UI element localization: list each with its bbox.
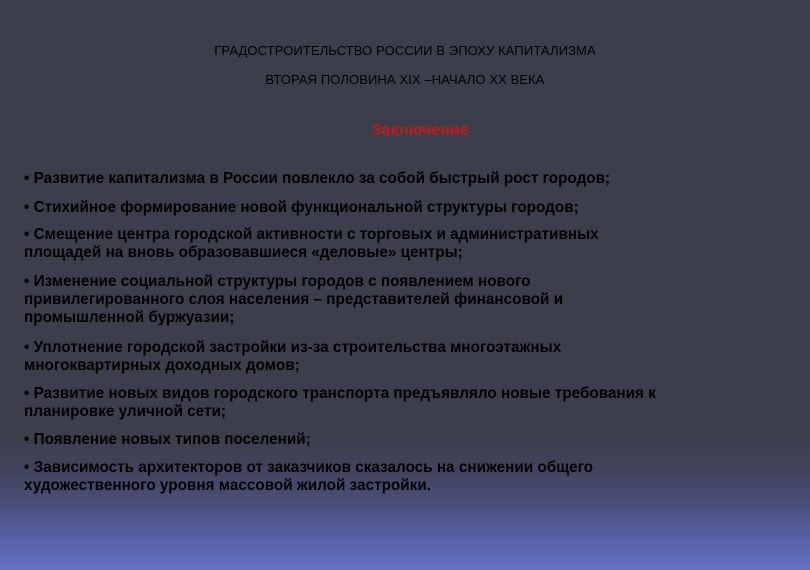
bullet-item bbox=[24, 226, 599, 262]
bullet-line: • Развитие новых видов городского транспорта предъявляло новые требования к bbox=[24, 385, 656, 402]
bullet-line: • Уплотнение городской застройки из-за строительства многоэтажных bbox=[24, 339, 562, 356]
bullet-item bbox=[24, 273, 563, 327]
slide-title: ГРАДОСТРОИТЕЛЬСТВО РОССИИ В ЭПОХУ КАПИТАЛИЗМА bbox=[214, 43, 596, 58]
bullet-line: площадей на вновь образовавшиеся «деловые» центры; bbox=[24, 244, 463, 261]
bullet-item bbox=[24, 459, 593, 495]
bullet-item bbox=[24, 385, 656, 421]
bullet-item bbox=[24, 339, 561, 375]
bullet-line: привилегированного слоя населения – представителей финансовой и bbox=[24, 291, 564, 308]
bullet-line: • Зависимость архитекторов от заказчиков сказалось на снижении общего bbox=[24, 459, 594, 476]
bullet-line: • Появление новых типов поселений; bbox=[24, 431, 311, 448]
section-heading: Заключение bbox=[371, 122, 469, 139]
bullet-line: планировке уличной сети; bbox=[24, 403, 226, 420]
bullet-line: • Изменение социальной структуры городов с появлением нового bbox=[24, 273, 531, 290]
bullet-line: • Стихийное формирование новой функциональной структуры городов; bbox=[24, 199, 579, 216]
bullet-line: многоквартирных доходных домов; bbox=[24, 357, 300, 374]
bullet-item bbox=[24, 431, 311, 449]
slide-subtitle: ВТОРАЯ ПОЛОВИНА XIX –НАЧАЛО XX ВЕКА bbox=[265, 72, 545, 87]
bullet-item bbox=[24, 170, 610, 188]
bullet-line: • Смещение центра городской активности с торговых и административных bbox=[24, 226, 599, 243]
bullet-item bbox=[24, 199, 579, 217]
bullet-line: промышленной буржуазии; bbox=[24, 309, 235, 326]
bullet-line: художественного уровня массовой жилой застройки. bbox=[24, 477, 431, 494]
bullet-line: • Развитие капитализма в России повлекло за собой быстрый рост городов; bbox=[24, 170, 611, 187]
